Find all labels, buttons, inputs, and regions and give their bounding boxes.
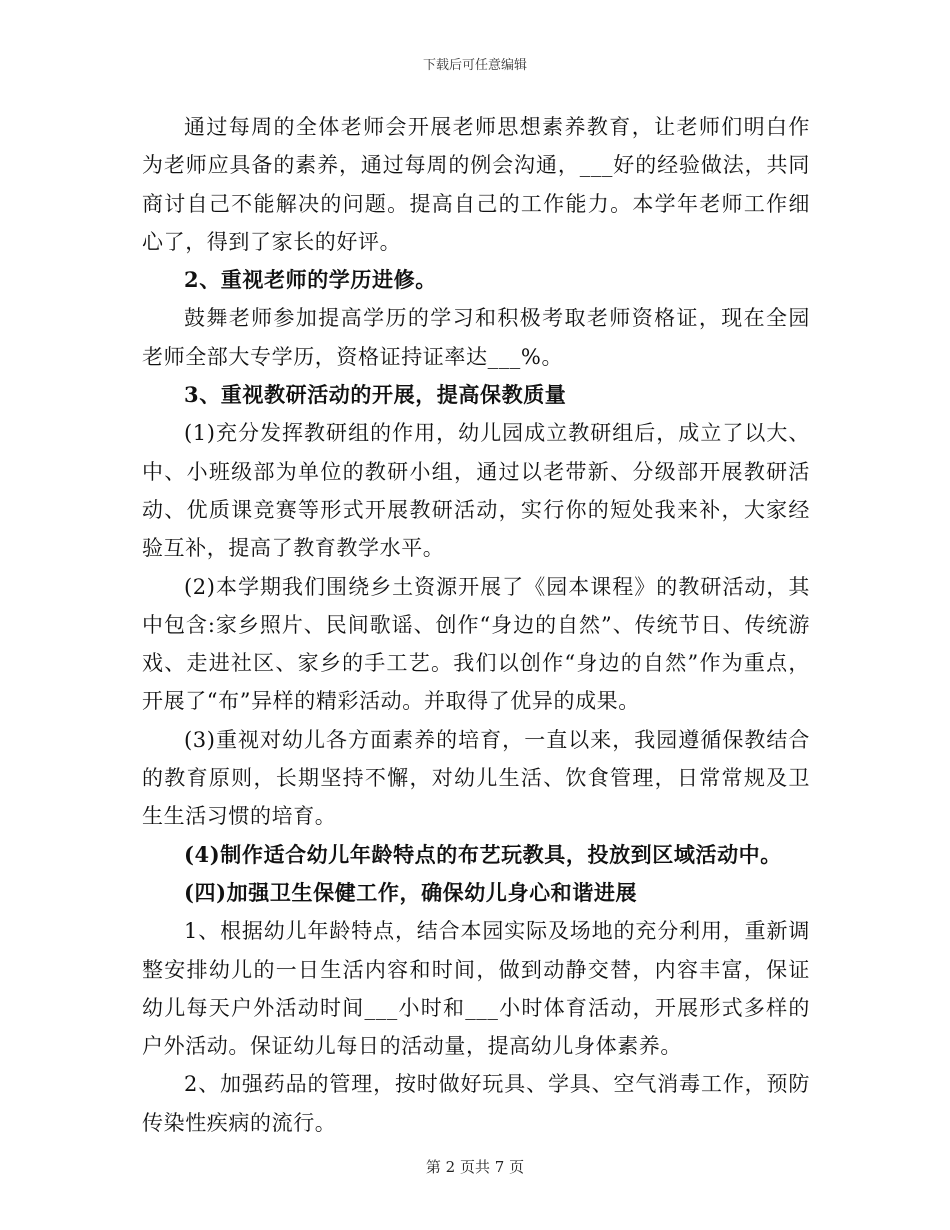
page-footer: 第 2 页共 7 页: [425, 1158, 525, 1176]
heading-health-care: (四)加强卫生保健工作，确保幼儿身心和谐进展: [184, 879, 638, 905]
page-header: 下载后可任意编辑: [422, 58, 527, 73]
paragraph-research-groups: (1)充分发挥教研组的作用，幼儿园成立教研组后，成立了以大、中、小班级部为单位的教研小组，通过以老带新、分级部开展教研活动、优质课竞赛等形式开展教研活动，实行你的短处我来补，大家经验互补，提高了教育教学水平。: [142, 421, 810, 561]
heading-fabric-toys: (4)制作适合幼儿年龄特点的布艺玩教具，投放到区域活动中。: [184, 841, 782, 867]
document-body: [142, 108, 810, 1142]
paragraph-medicine-management: 2、加强药品的管理，按时做好玩具、学具、空气消毒工作，预防传染性疾病的流行。: [142, 1072, 810, 1135]
paragraph-child-quality: (3)重视对幼儿各方面素养的培育，一直以来，我园遵循保教结合的教育原则，长期坚持不懈，对幼儿生活、饮食管理，日常常规及卫生生活习惯的培育。: [142, 727, 810, 829]
paragraph-teacher-degree: 鼓舞老师参加提高学历的学习和积极考取老师资格证，现在全园老师全部大专学历，资格证持证率达___%。: [142, 306, 810, 369]
paragraph-local-curriculum: (2)本学期我们围绕乡土资源开展了《园本课程》的教研活动，其中包含:家乡照片、民间歌谣、创作“身边的自然”、传统节日、传统游戏、走进社区、家乡的手工艺。我们以创作“身边的自然”作为重点，开展了“布”异样的精彩活动。并取得了优异的成果。: [142, 574, 810, 714]
heading-research-activities: 3、重视教研活动的开展，提高保教质量: [184, 382, 567, 408]
paragraph-teacher-education: 通过每周的全体老师会开展老师思想素养教育，让老师们明白作为老师应具备的素养，通过每周的例会沟通，___好的经验做法，共同商讨自己不能解决的问题。提高自己的工作能力。本学年老师工作细心了，得到了家长的好评。: [142, 115, 810, 254]
paragraph-daily-schedule: 1、根据幼儿年龄特点，结合本园实际及场地的充分利用，重新调整安排幼儿的一日生活内容和时间，做到动静交替，内容丰富，保证幼儿每天户外活动时间___小时和___小时体育活动，开展形式多样的户外活动。保证幼儿每日的活动量，提高幼儿身体素养。: [142, 919, 810, 1059]
heading-teacher-degree: 2、重视老师的学历进修。: [184, 267, 437, 293]
